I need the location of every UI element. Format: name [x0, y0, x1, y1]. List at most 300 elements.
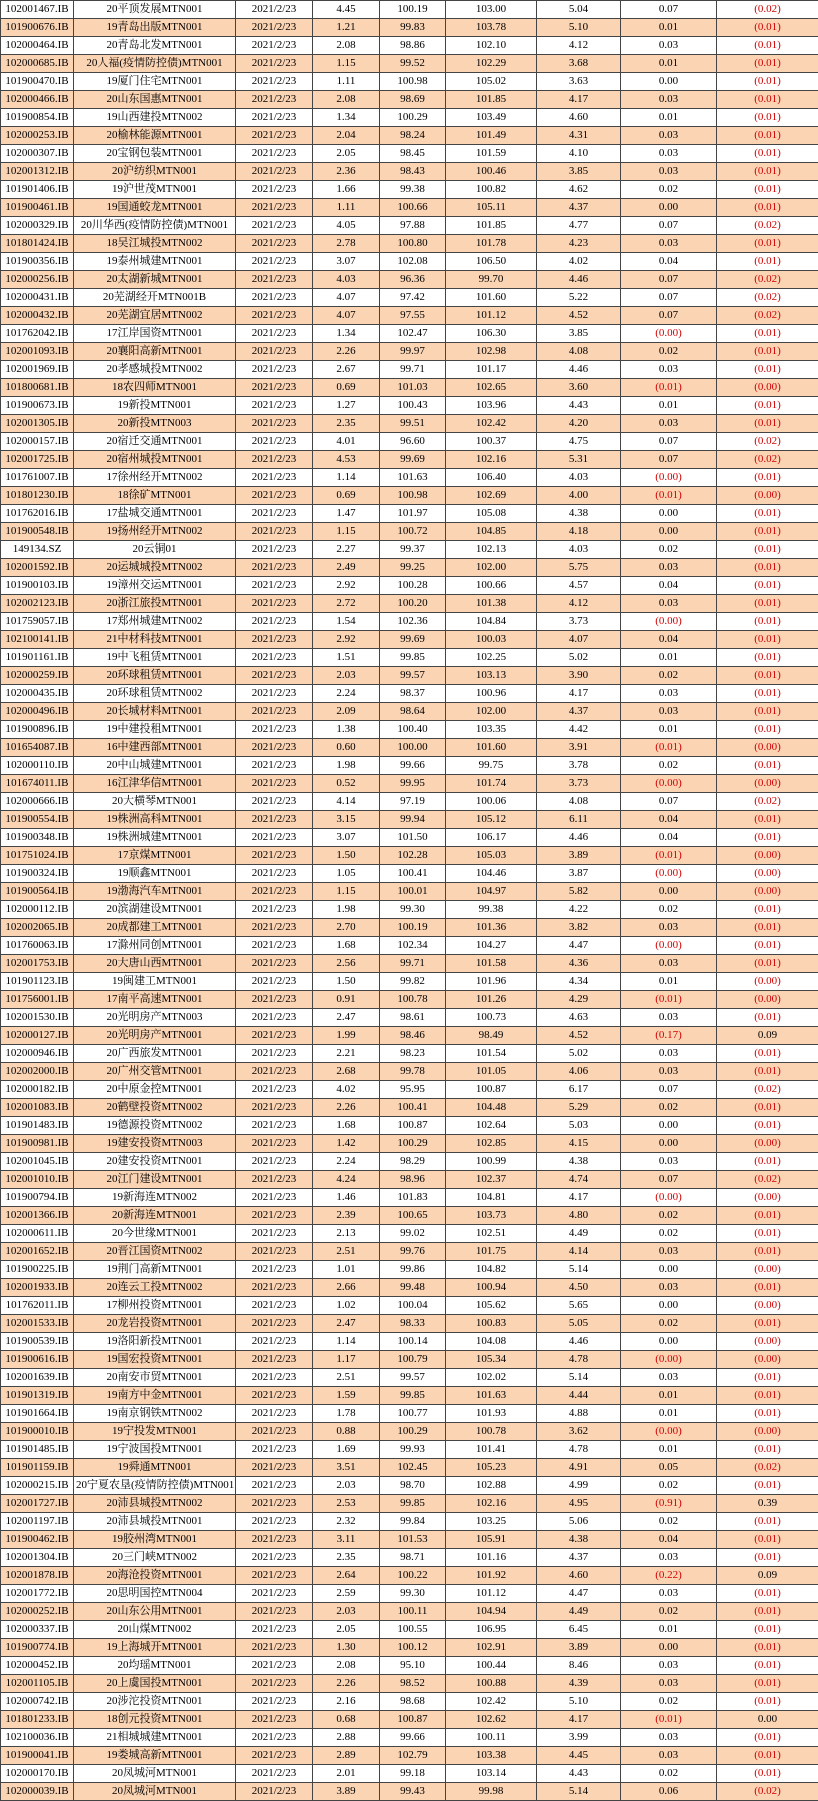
term-cell: 4.01	[313, 433, 380, 451]
price-b-cell: 103.25	[446, 1513, 537, 1531]
price-b-cell: 101.36	[446, 919, 537, 937]
bond-code-cell: 102002000.IB	[1, 1063, 74, 1081]
date-cell: 2021/2/23	[236, 991, 313, 1009]
value-b-cell: (0.01)	[717, 199, 818, 217]
bond-name-cell: 19国宏投资MTN001	[74, 1351, 236, 1369]
price-b-cell: 104.46	[446, 865, 537, 883]
bond-code-cell: 101900981.IB	[1, 1135, 74, 1153]
bond-code-cell: 102000466.IB	[1, 91, 74, 109]
date-cell: 2021/2/23	[236, 325, 313, 343]
table-row	[1, 973, 818, 991]
table-row	[1, 1567, 818, 1585]
bond-name-cell: 19宁波国投MTN001	[74, 1441, 236, 1459]
value-b-cell: 0.09	[717, 1567, 818, 1585]
price-b-cell: 102.02	[446, 1369, 537, 1387]
price-b-cell: 102.65	[446, 379, 537, 397]
value-b-cell: (0.01)	[717, 1513, 818, 1531]
bond-name-cell: 20芜湖经开MTN001B	[74, 289, 236, 307]
table-row	[1, 703, 818, 721]
term-cell: 1.30	[313, 1639, 380, 1657]
bond-name-cell: 19渤海汽车MTN001	[74, 883, 236, 901]
price-b-cell: 100.44	[446, 1657, 537, 1675]
date-cell: 2021/2/23	[236, 595, 313, 613]
date-cell: 2021/2/23	[236, 577, 313, 595]
price-b-cell: 101.12	[446, 1585, 537, 1603]
value-b-cell: (0.01)	[717, 1009, 818, 1027]
table-row	[1, 739, 818, 757]
bond-name-cell: 19顺鑫MTN001	[74, 865, 236, 883]
term-cell: 3.15	[313, 811, 380, 829]
yield-cell: 4.17	[537, 91, 621, 109]
table-row	[1, 775, 818, 793]
bond-name-cell: 20思明国控MTN004	[74, 1585, 236, 1603]
date-cell: 2021/2/23	[236, 1, 313, 19]
term-cell: 0.91	[313, 991, 380, 1009]
value-a-cell: 0.04	[621, 577, 717, 595]
value-b-cell: (0.00)	[717, 1261, 818, 1279]
term-cell: 2.03	[313, 1477, 380, 1495]
table-row	[1, 1369, 818, 1387]
yield-cell: 4.00	[537, 487, 621, 505]
bond-name-cell: 19漳州交运MTN001	[74, 577, 236, 595]
date-cell: 2021/2/23	[236, 973, 313, 991]
term-cell: 0.52	[313, 775, 380, 793]
table-row	[1, 1711, 818, 1729]
yield-cell: 5.02	[537, 1045, 621, 1063]
value-a-cell: 0.03	[621, 1729, 717, 1747]
bond-code-cell: 101800681.IB	[1, 379, 74, 397]
price-b-cell: 103.00	[446, 1, 537, 19]
bond-code-cell: 102000259.IB	[1, 667, 74, 685]
date-cell: 2021/2/23	[236, 1693, 313, 1711]
bond-code-cell: 102000157.IB	[1, 433, 74, 451]
date-cell: 2021/2/23	[236, 937, 313, 955]
yield-cell: 4.38	[537, 505, 621, 523]
yield-cell: 4.47	[537, 937, 621, 955]
term-cell: 1.05	[313, 865, 380, 883]
price-b-cell: 99.75	[446, 757, 537, 775]
bond-code-cell: 102001093.IB	[1, 343, 74, 361]
table-row	[1, 1747, 818, 1765]
value-b-cell: (0.00)	[717, 1297, 818, 1315]
date-cell: 2021/2/23	[236, 469, 313, 487]
value-b-cell: (0.00)	[717, 775, 818, 793]
price-b-cell: 100.11	[446, 1729, 537, 1747]
yield-cell: 4.18	[537, 523, 621, 541]
price-b-cell: 102.62	[446, 1711, 537, 1729]
value-a-cell: 0.03	[621, 1747, 717, 1765]
term-cell: 4.14	[313, 793, 380, 811]
table-row	[1, 37, 818, 55]
term-cell: 2.35	[313, 1549, 380, 1567]
table-row	[1, 1675, 818, 1693]
bond-name-cell: 20长城材料MTN001	[74, 703, 236, 721]
price-a-cell: 100.29	[380, 1135, 446, 1153]
price-a-cell: 99.85	[380, 1495, 446, 1513]
table-row	[1, 55, 818, 73]
bond-code-cell: 101901485.IB	[1, 1441, 74, 1459]
value-b-cell: (0.01)	[717, 91, 818, 109]
bond-code-cell: 101901123.IB	[1, 973, 74, 991]
bond-code-cell: 101900010.IB	[1, 1423, 74, 1441]
yield-cell: 6.45	[537, 1621, 621, 1639]
table-row	[1, 865, 818, 883]
yield-cell: 3.78	[537, 757, 621, 775]
price-a-cell: 100.77	[380, 1405, 446, 1423]
bond-name-cell: 20运城城投MTN002	[74, 559, 236, 577]
term-cell: 2.03	[313, 1603, 380, 1621]
bond-name-cell: 19中飞租赁MTN001	[74, 649, 236, 667]
value-a-cell: 0.01	[621, 1405, 717, 1423]
value-b-cell: (0.01)	[717, 1603, 818, 1621]
price-a-cell: 99.69	[380, 631, 446, 649]
value-b-cell: (0.01)	[717, 1549, 818, 1567]
yield-cell: 4.43	[537, 397, 621, 415]
term-cell: 4.02	[313, 1081, 380, 1099]
bond-code-cell: 102001969.IB	[1, 361, 74, 379]
table-row	[1, 721, 818, 739]
value-b-cell: (0.02)	[717, 271, 818, 289]
bond-code-cell: 101900225.IB	[1, 1261, 74, 1279]
value-a-cell: (0.00)	[621, 1189, 717, 1207]
date-cell: 2021/2/23	[236, 361, 313, 379]
bond-name-cell: 19国通蛟龙MTN001	[74, 199, 236, 217]
price-b-cell: 101.17	[446, 361, 537, 379]
table-row	[1, 19, 818, 37]
value-a-cell: 0.01	[621, 397, 717, 415]
yield-cell: 3.87	[537, 865, 621, 883]
yield-cell: 4.14	[537, 1243, 621, 1261]
table-row	[1, 793, 818, 811]
price-b-cell: 101.12	[446, 307, 537, 325]
table-row	[1, 145, 818, 163]
table-row	[1, 883, 818, 901]
price-a-cell: 100.20	[380, 595, 446, 613]
bond-code-cell: 101900854.IB	[1, 109, 74, 127]
yield-cell: 4.52	[537, 307, 621, 325]
price-a-cell: 98.96	[380, 1171, 446, 1189]
bond-name-cell: 19扬州经开MTN002	[74, 523, 236, 541]
bond-name-cell: 19建安投资MTN003	[74, 1135, 236, 1153]
bond-code-cell: 101762011.IB	[1, 1297, 74, 1315]
term-cell: 2.08	[313, 91, 380, 109]
value-b-cell: (0.01)	[717, 325, 818, 343]
bond-code-cell: 101756001.IB	[1, 991, 74, 1009]
date-cell: 2021/2/23	[236, 289, 313, 307]
price-a-cell: 101.50	[380, 829, 446, 847]
yield-cell: 5.02	[537, 649, 621, 667]
date-cell: 2021/2/23	[236, 1351, 313, 1369]
value-a-cell: 0.00	[621, 1297, 717, 1315]
price-b-cell: 98.49	[446, 1027, 537, 1045]
date-cell: 2021/2/23	[236, 919, 313, 937]
yield-cell: 4.74	[537, 1171, 621, 1189]
date-cell: 2021/2/23	[236, 793, 313, 811]
table-row	[1, 1009, 818, 1027]
price-b-cell: 103.38	[446, 1747, 537, 1765]
term-cell: 1.02	[313, 1297, 380, 1315]
price-a-cell: 99.82	[380, 973, 446, 991]
table-row	[1, 469, 818, 487]
price-b-cell: 100.66	[446, 577, 537, 595]
value-b-cell: (0.02)	[717, 451, 818, 469]
price-a-cell: 99.94	[380, 811, 446, 829]
value-b-cell: (0.01)	[717, 955, 818, 973]
value-b-cell: (0.01)	[717, 343, 818, 361]
price-b-cell: 103.49	[446, 109, 537, 127]
term-cell: 1.15	[313, 55, 380, 73]
value-a-cell: 0.04	[621, 829, 717, 847]
value-a-cell: 0.04	[621, 631, 717, 649]
yield-cell: 4.03	[537, 469, 621, 487]
price-b-cell: 100.87	[446, 1081, 537, 1099]
value-a-cell: (0.00)	[621, 469, 717, 487]
yield-cell: 3.68	[537, 55, 621, 73]
value-a-cell: 0.00	[621, 1135, 717, 1153]
bond-name-cell: 20芜湖宜居MTN002	[74, 307, 236, 325]
table-row	[1, 631, 818, 649]
value-a-cell: 0.00	[621, 1117, 717, 1135]
value-b-cell: (0.01)	[717, 919, 818, 937]
price-a-cell: 100.04	[380, 1297, 446, 1315]
price-a-cell: 102.36	[380, 613, 446, 631]
table-row	[1, 73, 818, 91]
value-a-cell: 0.01	[621, 649, 717, 667]
table-row	[1, 325, 818, 343]
term-cell: 2.67	[313, 361, 380, 379]
bond-name-cell: 19洛阳新投MTN001	[74, 1333, 236, 1351]
term-cell: 4.05	[313, 217, 380, 235]
value-a-cell: 0.01	[621, 109, 717, 127]
value-b-cell: (0.01)	[717, 1243, 818, 1261]
bond-name-cell: 19闽建工MTN001	[74, 973, 236, 991]
bond-name-cell: 20涉沱投资MTN001	[74, 1693, 236, 1711]
bond-code-cell: 102001304.IB	[1, 1549, 74, 1567]
price-b-cell: 100.96	[446, 685, 537, 703]
price-b-cell: 101.05	[446, 1063, 537, 1081]
yield-cell: 5.14	[537, 1369, 621, 1387]
date-cell: 2021/2/23	[236, 163, 313, 181]
value-b-cell: (0.01)	[717, 1153, 818, 1171]
date-cell: 2021/2/23	[236, 1009, 313, 1027]
price-b-cell: 104.97	[446, 883, 537, 901]
price-a-cell: 99.78	[380, 1063, 446, 1081]
bond-code-cell: 102000742.IB	[1, 1693, 74, 1711]
value-a-cell: 0.03	[621, 1009, 717, 1027]
bond-code-cell: 101751024.IB	[1, 847, 74, 865]
table-row	[1, 307, 818, 325]
price-a-cell: 99.95	[380, 775, 446, 793]
bond-code-cell: 102100141.IB	[1, 631, 74, 649]
bond-code-cell: 102001533.IB	[1, 1315, 74, 1333]
yield-cell: 4.52	[537, 1027, 621, 1045]
date-cell: 2021/2/23	[236, 199, 313, 217]
table-row	[1, 1783, 818, 1801]
bond-name-cell: 20襄阳高新MTN001	[74, 343, 236, 361]
date-cell: 2021/2/23	[236, 1567, 313, 1585]
value-b-cell: (0.01)	[717, 595, 818, 613]
date-cell: 2021/2/23	[236, 667, 313, 685]
price-a-cell: 99.93	[380, 1441, 446, 1459]
bond-name-cell: 20云铜01	[74, 541, 236, 559]
bond-name-cell: 19山西建投MTN002	[74, 109, 236, 127]
price-a-cell: 100.65	[380, 1207, 446, 1225]
value-b-cell: (0.02)	[717, 1, 818, 19]
value-b-cell: (0.01)	[717, 253, 818, 271]
table-row	[1, 487, 818, 505]
price-b-cell: 100.06	[446, 793, 537, 811]
bond-code-cell: 102000112.IB	[1, 901, 74, 919]
table-row	[1, 1081, 818, 1099]
term-cell: 1.69	[313, 1441, 380, 1459]
bond-code-cell: 101900356.IB	[1, 253, 74, 271]
value-a-cell: (0.01)	[621, 991, 717, 1009]
value-a-cell: 0.03	[621, 1243, 717, 1261]
value-b-cell: (0.00)	[717, 991, 818, 1009]
bond-name-cell: 17江岸国资MTN001	[74, 325, 236, 343]
price-b-cell: 102.10	[446, 37, 537, 55]
bond-code-cell: 101900539.IB	[1, 1333, 74, 1351]
price-b-cell: 103.13	[446, 667, 537, 685]
table-row	[1, 1765, 818, 1783]
bond-code-cell: 102001010.IB	[1, 1171, 74, 1189]
yield-cell: 4.99	[537, 1477, 621, 1495]
bond-name-cell: 20环球租赁MTN001	[74, 667, 236, 685]
value-b-cell: (0.01)	[717, 469, 818, 487]
term-cell: 3.07	[313, 829, 380, 847]
bond-name-cell: 20江门建设MTN001	[74, 1171, 236, 1189]
table-row	[1, 811, 818, 829]
bond-name-cell: 20光明房产MTN003	[74, 1009, 236, 1027]
yield-cell: 4.36	[537, 955, 621, 973]
table-row	[1, 1423, 818, 1441]
table-row	[1, 415, 818, 433]
price-a-cell: 98.33	[380, 1315, 446, 1333]
value-b-cell: (0.01)	[717, 1225, 818, 1243]
bond-name-cell: 19南方中金MTN001	[74, 1387, 236, 1405]
term-cell: 2.47	[313, 1009, 380, 1027]
yield-cell: 4.49	[537, 1225, 621, 1243]
date-cell: 2021/2/23	[236, 379, 313, 397]
term-cell: 1.50	[313, 847, 380, 865]
price-b-cell: 105.03	[446, 847, 537, 865]
price-a-cell: 100.00	[380, 739, 446, 757]
table-row	[1, 1729, 818, 1747]
yield-cell: 4.08	[537, 793, 621, 811]
table-row	[1, 235, 818, 253]
value-a-cell: 0.07	[621, 271, 717, 289]
date-cell: 2021/2/23	[236, 1279, 313, 1297]
bond-name-cell: 20榆林能源MTN001	[74, 127, 236, 145]
price-a-cell: 99.83	[380, 19, 446, 37]
date-cell: 2021/2/23	[236, 559, 313, 577]
yield-cell: 5.31	[537, 451, 621, 469]
term-cell: 3.07	[313, 253, 380, 271]
yield-cell: 4.46	[537, 361, 621, 379]
term-cell: 2.92	[313, 577, 380, 595]
value-b-cell: (0.01)	[717, 811, 818, 829]
value-a-cell: 0.03	[621, 1657, 717, 1675]
value-b-cell: (0.01)	[717, 1657, 818, 1675]
date-cell: 2021/2/23	[236, 253, 313, 271]
value-b-cell: (0.02)	[717, 433, 818, 451]
price-b-cell: 102.64	[446, 1117, 537, 1135]
price-a-cell: 98.70	[380, 1477, 446, 1495]
date-cell: 2021/2/23	[236, 1603, 313, 1621]
value-a-cell: 0.02	[621, 1477, 717, 1495]
yield-cell: 4.77	[537, 217, 621, 235]
date-cell: 2021/2/23	[236, 19, 313, 37]
price-a-cell: 98.24	[380, 127, 446, 145]
term-cell: 1.11	[313, 199, 380, 217]
value-a-cell: 0.01	[621, 1621, 717, 1639]
term-cell: 2.49	[313, 559, 380, 577]
value-b-cell: (0.01)	[717, 1063, 818, 1081]
bond-name-cell: 20山东国惠MTN001	[74, 91, 236, 109]
value-b-cell: (0.01)	[717, 649, 818, 667]
value-b-cell: (0.01)	[717, 109, 818, 127]
term-cell: 2.04	[313, 127, 380, 145]
price-a-cell: 100.19	[380, 1, 446, 19]
date-cell: 2021/2/23	[236, 1261, 313, 1279]
bond-name-cell: 19泰州城建MTN001	[74, 253, 236, 271]
yield-cell: 4.80	[537, 1207, 621, 1225]
bond-code-cell: 101900673.IB	[1, 397, 74, 415]
date-cell: 2021/2/23	[236, 1081, 313, 1099]
bond-code-cell: 102000256.IB	[1, 271, 74, 289]
table-row	[1, 1639, 818, 1657]
value-b-cell: (0.01)	[717, 613, 818, 631]
price-b-cell: 106.95	[446, 1621, 537, 1639]
price-a-cell: 97.42	[380, 289, 446, 307]
price-a-cell: 100.78	[380, 991, 446, 1009]
bond-name-cell: 20宿迁交通MTN001	[74, 433, 236, 451]
bond-name-cell: 21中材科技MTN001	[74, 631, 236, 649]
price-b-cell: 103.35	[446, 721, 537, 739]
price-b-cell: 103.78	[446, 19, 537, 37]
table-row	[1, 1207, 818, 1225]
term-cell: 1.46	[313, 1189, 380, 1207]
bond-code-cell: 101900470.IB	[1, 73, 74, 91]
date-cell: 2021/2/23	[236, 613, 313, 631]
price-b-cell: 102.69	[446, 487, 537, 505]
term-cell: 2.66	[313, 1279, 380, 1297]
term-cell: 2.16	[313, 1693, 380, 1711]
price-a-cell: 99.71	[380, 955, 446, 973]
value-a-cell: 0.03	[621, 1279, 717, 1297]
value-b-cell: (0.01)	[717, 1315, 818, 1333]
table-row	[1, 1549, 818, 1567]
price-b-cell: 101.74	[446, 775, 537, 793]
value-b-cell: (0.01)	[717, 145, 818, 163]
price-a-cell: 97.88	[380, 217, 446, 235]
table-row	[1, 433, 818, 451]
bond-code-cell: 101674011.IB	[1, 775, 74, 793]
value-b-cell: (0.02)	[717, 1081, 818, 1099]
term-cell: 1.68	[313, 1117, 380, 1135]
bond-name-cell: 20环球租赁MTN002	[74, 685, 236, 703]
value-a-cell: 0.03	[621, 1675, 717, 1693]
term-cell: 0.69	[313, 487, 380, 505]
bond-code-cell: 101900896.IB	[1, 721, 74, 739]
value-b-cell: (0.01)	[717, 667, 818, 685]
bond-name-cell: 19上海城开MTN001	[74, 1639, 236, 1657]
value-a-cell: 0.03	[621, 1369, 717, 1387]
term-cell: 2.05	[313, 1621, 380, 1639]
term-cell: 1.98	[313, 901, 380, 919]
value-b-cell: (0.02)	[717, 217, 818, 235]
price-a-cell: 100.87	[380, 1711, 446, 1729]
